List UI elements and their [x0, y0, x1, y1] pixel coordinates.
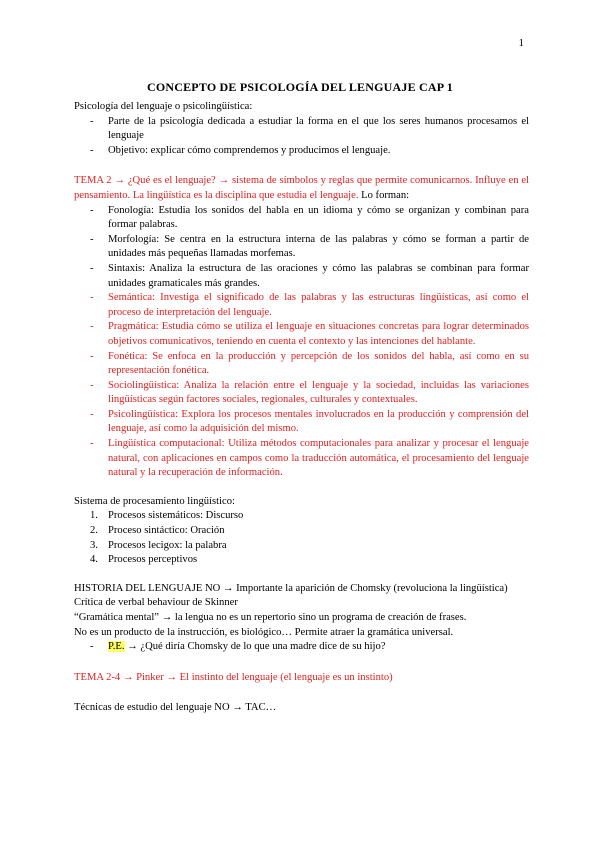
list-item-psicolinguistica: - Psicolingüística: Explora los procesos mentales involucrados en la producción y comprensión del lenguaje, así como la adquisición del mismo. — [74, 408, 529, 437]
language-components-list — [74, 204, 529, 481]
historia-line: “Gramática mental” → la lengua no es un repertorio sino un programa de creación de frases. — [74, 612, 467, 623]
document-body — [74, 100, 529, 716]
historia-line: No es un producto de la instrucción, es biológico… Permite atraer la gramática universal. — [74, 626, 454, 638]
list-item-sociolinguistica: - Sociolingüística: Analiza la relación entre el lenguaje y la sociedad, incluidas las variaciones lingüísticas según factores sociales, regionales, culturales y contextuales. — [74, 379, 529, 408]
list-item: 1. Procesos sistemáticos: Discurso — [90, 510, 244, 522]
tecnicas-line: Técnicas de estudio del lenguaje NO → TAC… — [74, 702, 277, 714]
list-item-linguistica-computacional: - Lingüística computacional: Utiliza métodos computacionales para analizar y procesar el lenguaje natural, con aplicaciones en campos como la traducción automática, el procesamiento del lenguaje natural y la recuperación de información. — [74, 437, 529, 481]
pe-list — [74, 640, 529, 655]
tema2-paragraph — [74, 174, 529, 203]
tema2-red-text: TEMA 2 → ¿Qué es el lenguaje? → sistema de símbolos y reglas que permite comunicarnos. Influye en el pensamiento. La lingüística es la disciplina que estudia el lenguaje. — [74, 175, 529, 201]
page-number: 1 — [518, 37, 524, 49]
list-item-morfologia: - Morfología: Se centra en la estructura interna de las palabras y cómo se forman a partir de unidades más pequeñas llamadas morfemas. — [74, 233, 529, 262]
list-item: 2. Proceso sintáctico: Oración — [90, 525, 225, 537]
list-item: 3. Procesos lecigox: la palabra — [90, 539, 227, 551]
list-item-pragmatica: - Pragmática: Estudia cómo se utiliza el lenguaje en situaciones concretas para lograr determinados objetivos comunicativos, teniendo en cuenta el contexto y las intenciones del hablante. — [74, 320, 529, 349]
tema-2-4-line: TEMA 2-4 → Pinker → El instinto del lenguaje (el lenguaje es un instinto) — [74, 671, 393, 683]
sistema-heading: Sistema de procesamiento lingüístico: — [74, 495, 235, 507]
list-item: - Objetivo: explicar cómo comprendemos y producimos el lenguaje. — [74, 144, 529, 159]
sistema-list — [74, 509, 529, 567]
list-item-fonetica: - Fonética: Se enfoca en la producción y percepción de los sonidos del habla, así como en su representación fonética. — [74, 350, 529, 379]
list-item: - Parte de la psicología dedicada a estudiar la forma en el que los seres humanos procesamos el lenguaje — [74, 115, 529, 144]
list-item-fonologia: - Fonología: Estudia los sonidos del habla en un idioma y cómo se organizan y combinan para formar palabras. — [74, 204, 529, 233]
intro-heading: Psicología del lenguaje o psicolingüística: — [74, 101, 253, 112]
list-item-sintaxis: - Sintaxis: Analiza la estructura de las oraciones y cómo las palabras se combinan para formar unidades gramaticales más grandes. — [74, 262, 529, 291]
list-item-semantica: - Semántica: Investiga el significado de las palabras y las estructuras lingüísticas, así como el proceso de interpretación del lenguaje. — [74, 291, 529, 320]
list-item: 4. Procesos perceptivos — [90, 554, 198, 566]
intro-list — [74, 115, 529, 159]
historia-line: Crítica de verbal behaviour de Skinner — [74, 597, 238, 609]
pe-highlight: P.E. — [108, 641, 125, 653]
historia-line: HISTORIA DEL LENGUAJE NO → Importante la aparición de Chomsky (revoluciona la lingüística) — [74, 582, 508, 594]
document-title: CONCEPTO DE PSICOLOGÍA DEL LENGUAJE CAP 1 — [146, 80, 454, 94]
list-item-pe: - P.E. → ¿Qué diría Chomsky de lo que una madre dice de su hijo? — [74, 640, 529, 655]
tema2-black-text: Lo forman: — [358, 189, 410, 201]
